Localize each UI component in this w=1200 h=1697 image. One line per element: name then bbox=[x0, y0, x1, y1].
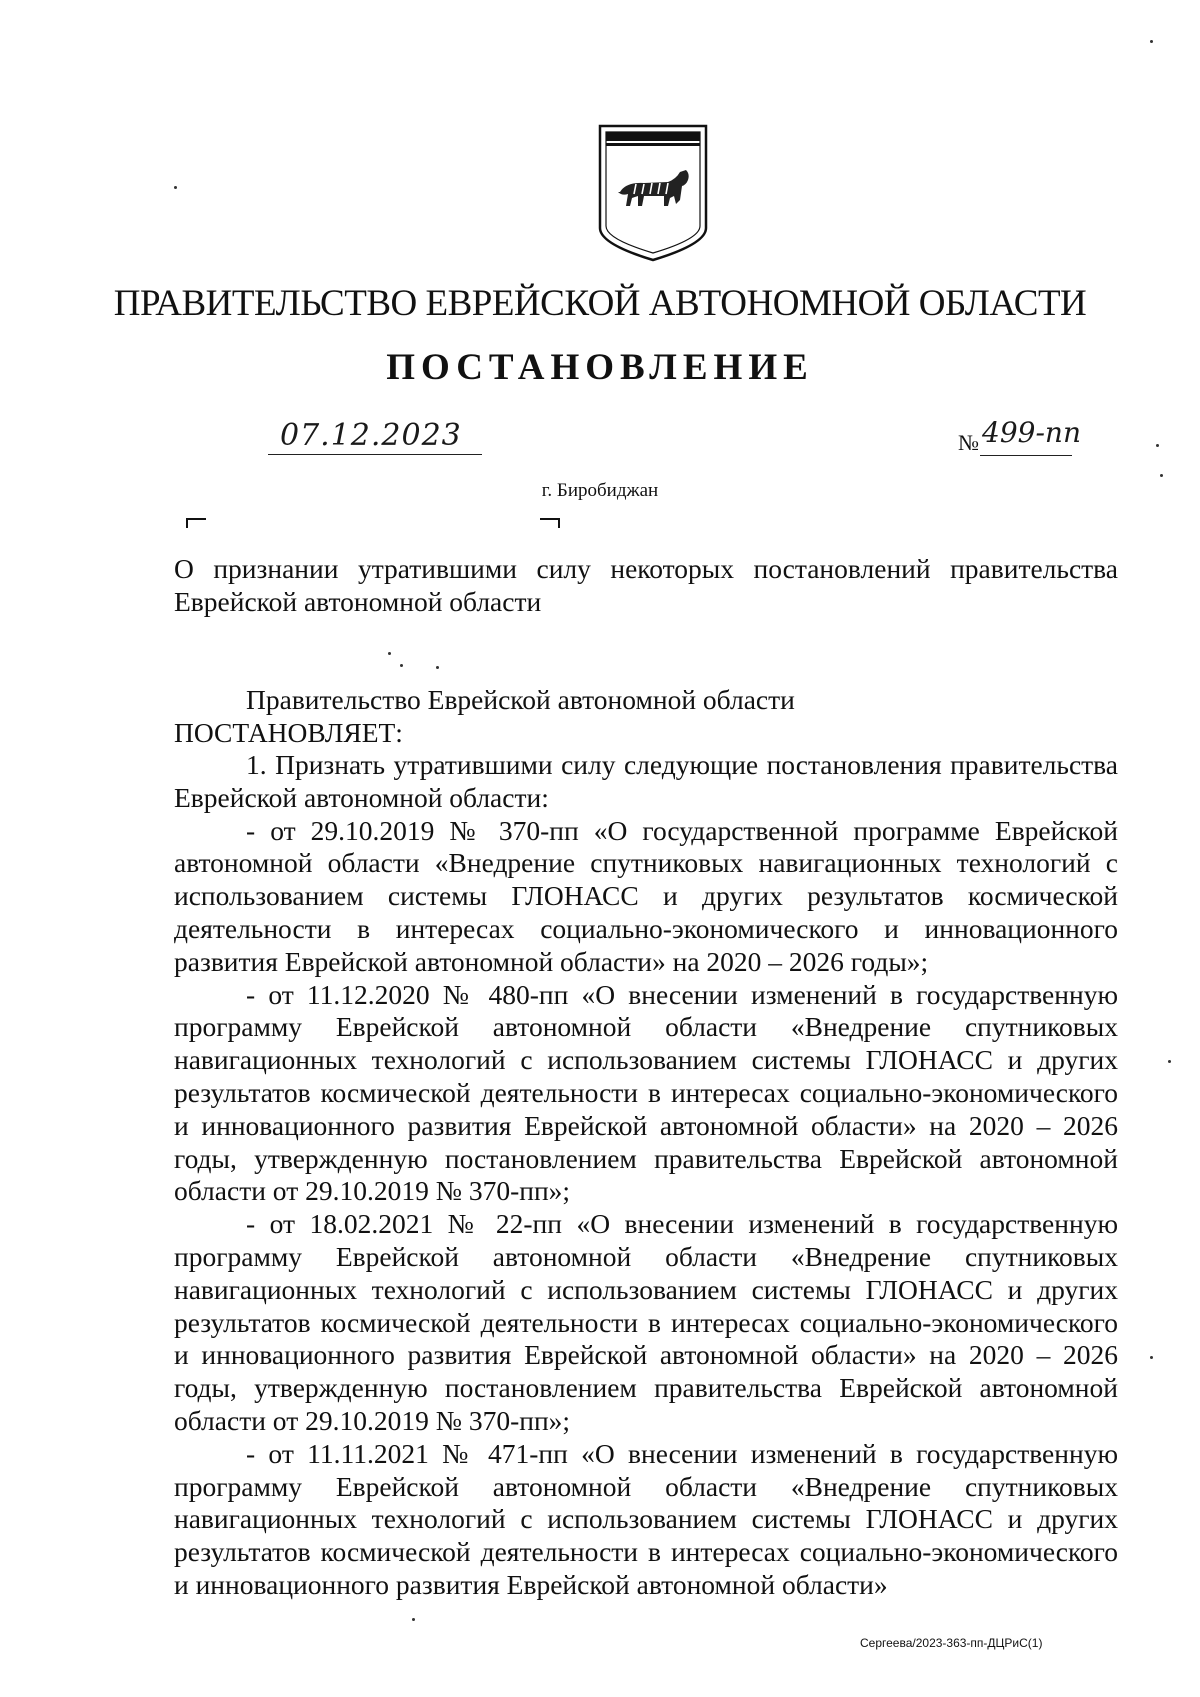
scan-speck bbox=[1156, 444, 1159, 447]
clause-paragraph: - от 11.11.2021 № 471-пп «О внесении изменений в государственную программу Еврейской автономной области «Внедрение спутниковых навигационных технологий с использованием системы ГЛОНАСС и других результатов космической деятельности в интересах социально-экономического и инновационного развития Еврейской автономной области» bbox=[174, 1437, 1118, 1600]
clause-paragraph: - от 11.12.2020 № 480-пп «О внесении изменений в государственную программу Еврейской автономной области «Внедрение спутниковых навигационных технологий с использованием системы ГЛОНАСС и других результатов космической деятельности в интересах социально-экономического и инновационного развития Еврейской автономной области» на 2020 – 2026 годы, утвержденную постановлением правительства Еврейской автономной области от 29.10.2019 № 370-пп»; bbox=[174, 978, 1118, 1207]
footer-reference: Сергеева/2023-363-пп-ДЦРиС(1) bbox=[860, 1636, 1043, 1650]
date-underline bbox=[268, 454, 482, 455]
scan-speck bbox=[1150, 1356, 1153, 1359]
coat-of-arms-tiger-icon bbox=[596, 122, 710, 264]
document-type-title: ПОСТАНОВЛЕНИЕ bbox=[386, 347, 814, 388]
document-subject: О признании утратившими силу некоторых постановлений правительства Еврейской автономной области bbox=[174, 553, 1118, 617]
document-number: 499-пп bbox=[982, 416, 1081, 449]
clause-paragraph: - от 18.02.2021 № 22-пп «О внесении изменений в государственную программу Еврейской автономной области «Внедрение спутниковых навигационных технологий с использованием системы ГЛОНАСС и других результатов космической деятельности в интересах социально-экономического и инновационного развития Еврейской автономной области» на 2020 – 2026 годы, утвержденную постановлением правительства Еврейской автономной области от 29.10.2019 № 370-пп»; bbox=[174, 1208, 1118, 1436]
scan-speck bbox=[1160, 474, 1163, 477]
scan-speck bbox=[412, 1618, 415, 1621]
scan-speck bbox=[1168, 1060, 1171, 1063]
clause-paragraph: 1. Признать утратившими силу следующие постановления правительства Еврейской автономной области: bbox=[174, 749, 1118, 813]
number-label: № bbox=[958, 430, 979, 455]
number-underline bbox=[980, 455, 1072, 456]
scan-speck bbox=[174, 186, 177, 189]
scan-speck bbox=[1150, 40, 1153, 43]
intro-resolves: ПОСТАНОВЛЯЕТ: bbox=[174, 716, 403, 748]
intro-government: Правительство Еврейской автономной области bbox=[246, 684, 795, 715]
subject-corner-mark-left bbox=[186, 518, 206, 528]
clause-paragraph: - от 29.10.2019 № 370-пп «О государственной программе Еврейской автономной области «Внедрение спутниковых навигационных технологий с использованием системы ГЛОНАСС и других результатов космической деятельности в интересах социально-экономического и инновационного развития Еврейской автономной области» на 2020 – 2026 годы»; bbox=[174, 814, 1118, 977]
intro-block bbox=[174, 684, 1118, 749]
subject-corner-mark-right bbox=[540, 518, 560, 528]
city-name: г. Биробиджан bbox=[541, 480, 659, 501]
document-date: 07.12.2023 bbox=[280, 418, 462, 453]
government-title: ПРАВИТЕЛЬСТВО ЕВРЕЙСКОЙ АВТОНОМНОЙ ОБЛАСТИ bbox=[113, 283, 1087, 324]
scan-speck bbox=[400, 664, 403, 667]
scan-speck bbox=[436, 666, 439, 669]
document-body bbox=[174, 749, 1118, 1602]
scan-speck bbox=[388, 652, 391, 655]
